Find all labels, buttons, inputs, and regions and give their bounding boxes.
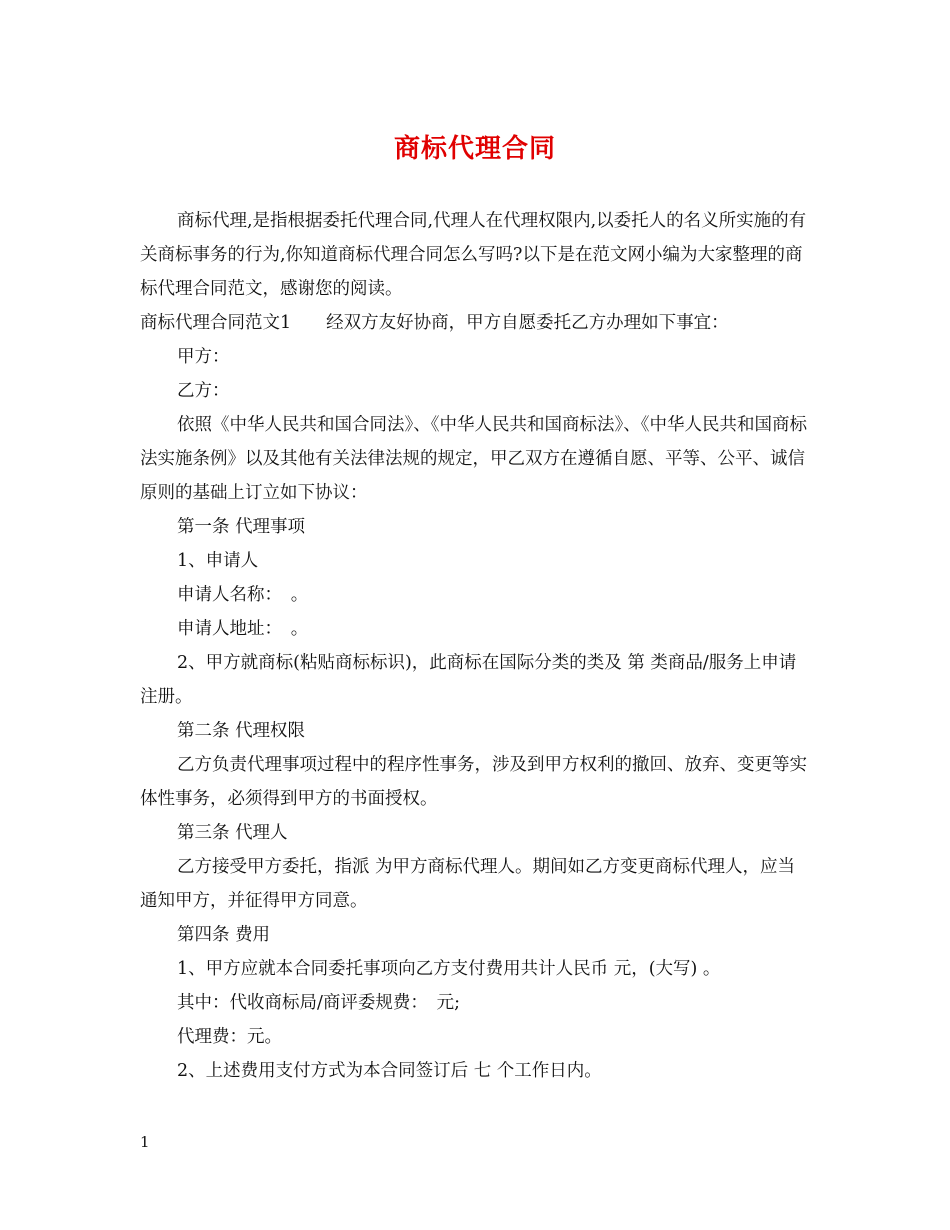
article-3-heading: 第三条 代理人 [177, 823, 288, 843]
payment-terms-line: 2、上述费用支付方式为本合同签订后 七 个工作日内。 [177, 1061, 602, 1081]
item-applicant: 1、申请人 [177, 551, 259, 571]
authority-paragraph: 乙方负责代理事项过程中的程序性事务，涉及到甲方权利的撤回、放弃、变更等实体性事务，必须得到甲方的书面授权。 [140, 755, 807, 809]
official-fee-line: 其中：代收商标局/商评委规费： 元; [177, 993, 461, 1013]
applicant-address-line: 申请人地址： 。 [177, 619, 309, 639]
legal-basis-paragraph: 依照《中华人民共和国合同法》、《中华人民共和国商标法》、《中华人民共和国商标法实施条例》以及其他有关法律法规的规定，甲乙双方在遵循自愿、平等、公平、诚信原则的基础上订立如下协议： [140, 415, 807, 503]
document-body [140, 204, 810, 1088]
fee-total-line: 1、甲方应就本合同委托事项向乙方支付费用共计人民币 元，(大写) 。 [177, 959, 721, 979]
intro-paragraph: 商标代理,是指根据委托代理合同,代理人在代理权限内,以委托人的名义所实施的有关商标事务的行为,你知道商标代理合同怎么写吗?以下是在范文网小编为大家整理的商标代理合同范文，感谢您的阅读。 [140, 211, 807, 299]
sample-heading-line: 商标代理合同范文1 经双方友好协商，甲方自愿委托乙方办理如下事宜： [140, 313, 729, 333]
agent-paragraph: 乙方接受甲方委托，指派 为甲方商标代理人。期间如乙方变更商标代理人，应当通知甲方，并征得甲方同意。 [140, 857, 796, 911]
trademark-application-paragraph: 2、甲方就商标(粘贴商标标识)，此商标在国际分类的类及 第 类商品/服务上申请注册。 [140, 653, 797, 707]
article-4-heading: 第四条 费用 [177, 925, 271, 945]
party-b-line: 乙方： [177, 381, 230, 401]
article-2-heading: 第二条 代理权限 [177, 721, 306, 741]
agency-fee-line: 代理费：元。 [177, 1027, 282, 1047]
article-1-heading: 第一条 代理事项 [177, 517, 306, 537]
party-a-line: 甲方： [177, 347, 230, 367]
document-title: 商标代理合同 [393, 134, 556, 164]
applicant-name-line: 申请人名称： 。 [177, 585, 309, 605]
page-number: 1 [140, 1133, 150, 1151]
